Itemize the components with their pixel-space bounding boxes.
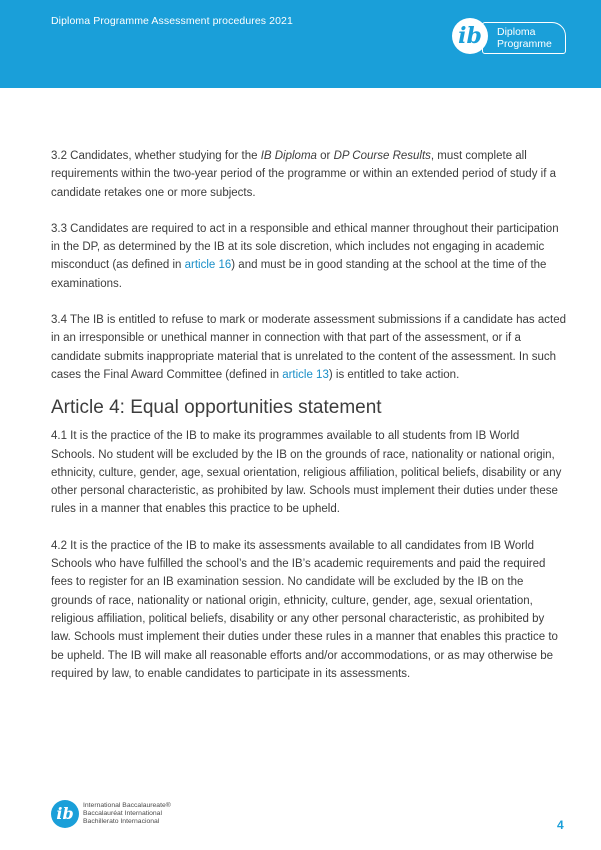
paragraph-3-2: 3.2 Candidates, whether studying for the IB Diploma or DP Course Results, must complete all requirements within the two-year period of the programme or within an extended period of study if a candidate retakes one or more subjects. xyxy=(51,150,556,199)
paragraph-3-4: 3.4 The IB is entitled to refuse to mark or moderate assessment submissions if a candidate has acted in an irresponsible or unethical manner in connection with that part of the assessment, or if a candidate submits inappropriate material that is unrelated to the content of the assessment. In such cases the Final Award Committee (defined in article 13) is entitled to take action. xyxy=(51,314,566,381)
ib-logo-icon: ib xyxy=(51,800,79,828)
org-name-en: International Baccalaureate® xyxy=(83,802,171,809)
header-band xyxy=(0,0,601,88)
org-name-es: Bachillerato Internacional xyxy=(83,818,160,825)
logo-tag xyxy=(482,22,566,54)
ib-diploma-term: IB Diploma xyxy=(260,150,317,162)
dp-course-results-term: DP Course Results xyxy=(333,150,431,162)
org-name-fr: Baccalauréat International xyxy=(83,810,162,817)
page-content xyxy=(51,147,566,683)
ib-logo-icon: ib xyxy=(452,18,488,54)
paragraph-4-2: 4.2 It is the practice of the IB to make its assessments available to all candidates from IB World Schools who have fulfilled the school’s and the IB’s academic requirements and paid the required fees to register for an IB examination session. No candidate will be excluded by the IB on the grounds of race, nationality or national origin, ethnicity, culture, gender, age, sexual orientation, religious affiliation, political beliefs, disability or any other personal characteristic, as prohibited by law. Schools must implement their duties under these rules in a manner that enables this practice to be upheld. The IB will make all reasonable efforts and/or accommodations, or as may otherwise be required by law, to enable candidates to participate in its assessments. xyxy=(51,539,558,680)
ib-footer-logo xyxy=(51,800,201,830)
paragraph-4-1: 4.1 It is the practice of the IB to make its programmes available to all students from IB World Schools. No student will be excluded by the IB on the grounds of race, nationality or national origin, ethnicity, culture, gender, age, sexual orientation, religious affiliation, political beliefs, disability or any other personal characteristic, as prohibited by law. Schools must implement their duties under these rules in a manner that enables this practice to be upheld. xyxy=(51,430,562,516)
logo-line-1: Diploma xyxy=(497,26,536,38)
page-number: 4 xyxy=(557,818,564,832)
paragraph-3-3: 3.3 Candidates are required to act in a responsible and ethical manner throughout their participation in the DP, as determined by the IB at its sole discretion, which includes not engaging in academic misconduct (as defined in article 16) and must be in good standing at the school at the time of the examinations. xyxy=(51,222,559,290)
article-16-link[interactable]: article 16 xyxy=(184,259,232,272)
article-13-link[interactable]: article 13 xyxy=(282,368,329,381)
diploma-programme-logo xyxy=(452,12,570,60)
ib-organisation-names xyxy=(83,802,171,826)
logo-line-2: Programme xyxy=(497,38,552,50)
article-4-heading: Article 4: Equal opportunities statement xyxy=(51,397,382,419)
document-title: Diploma Programme Assessment procedures 2021 xyxy=(51,15,293,27)
